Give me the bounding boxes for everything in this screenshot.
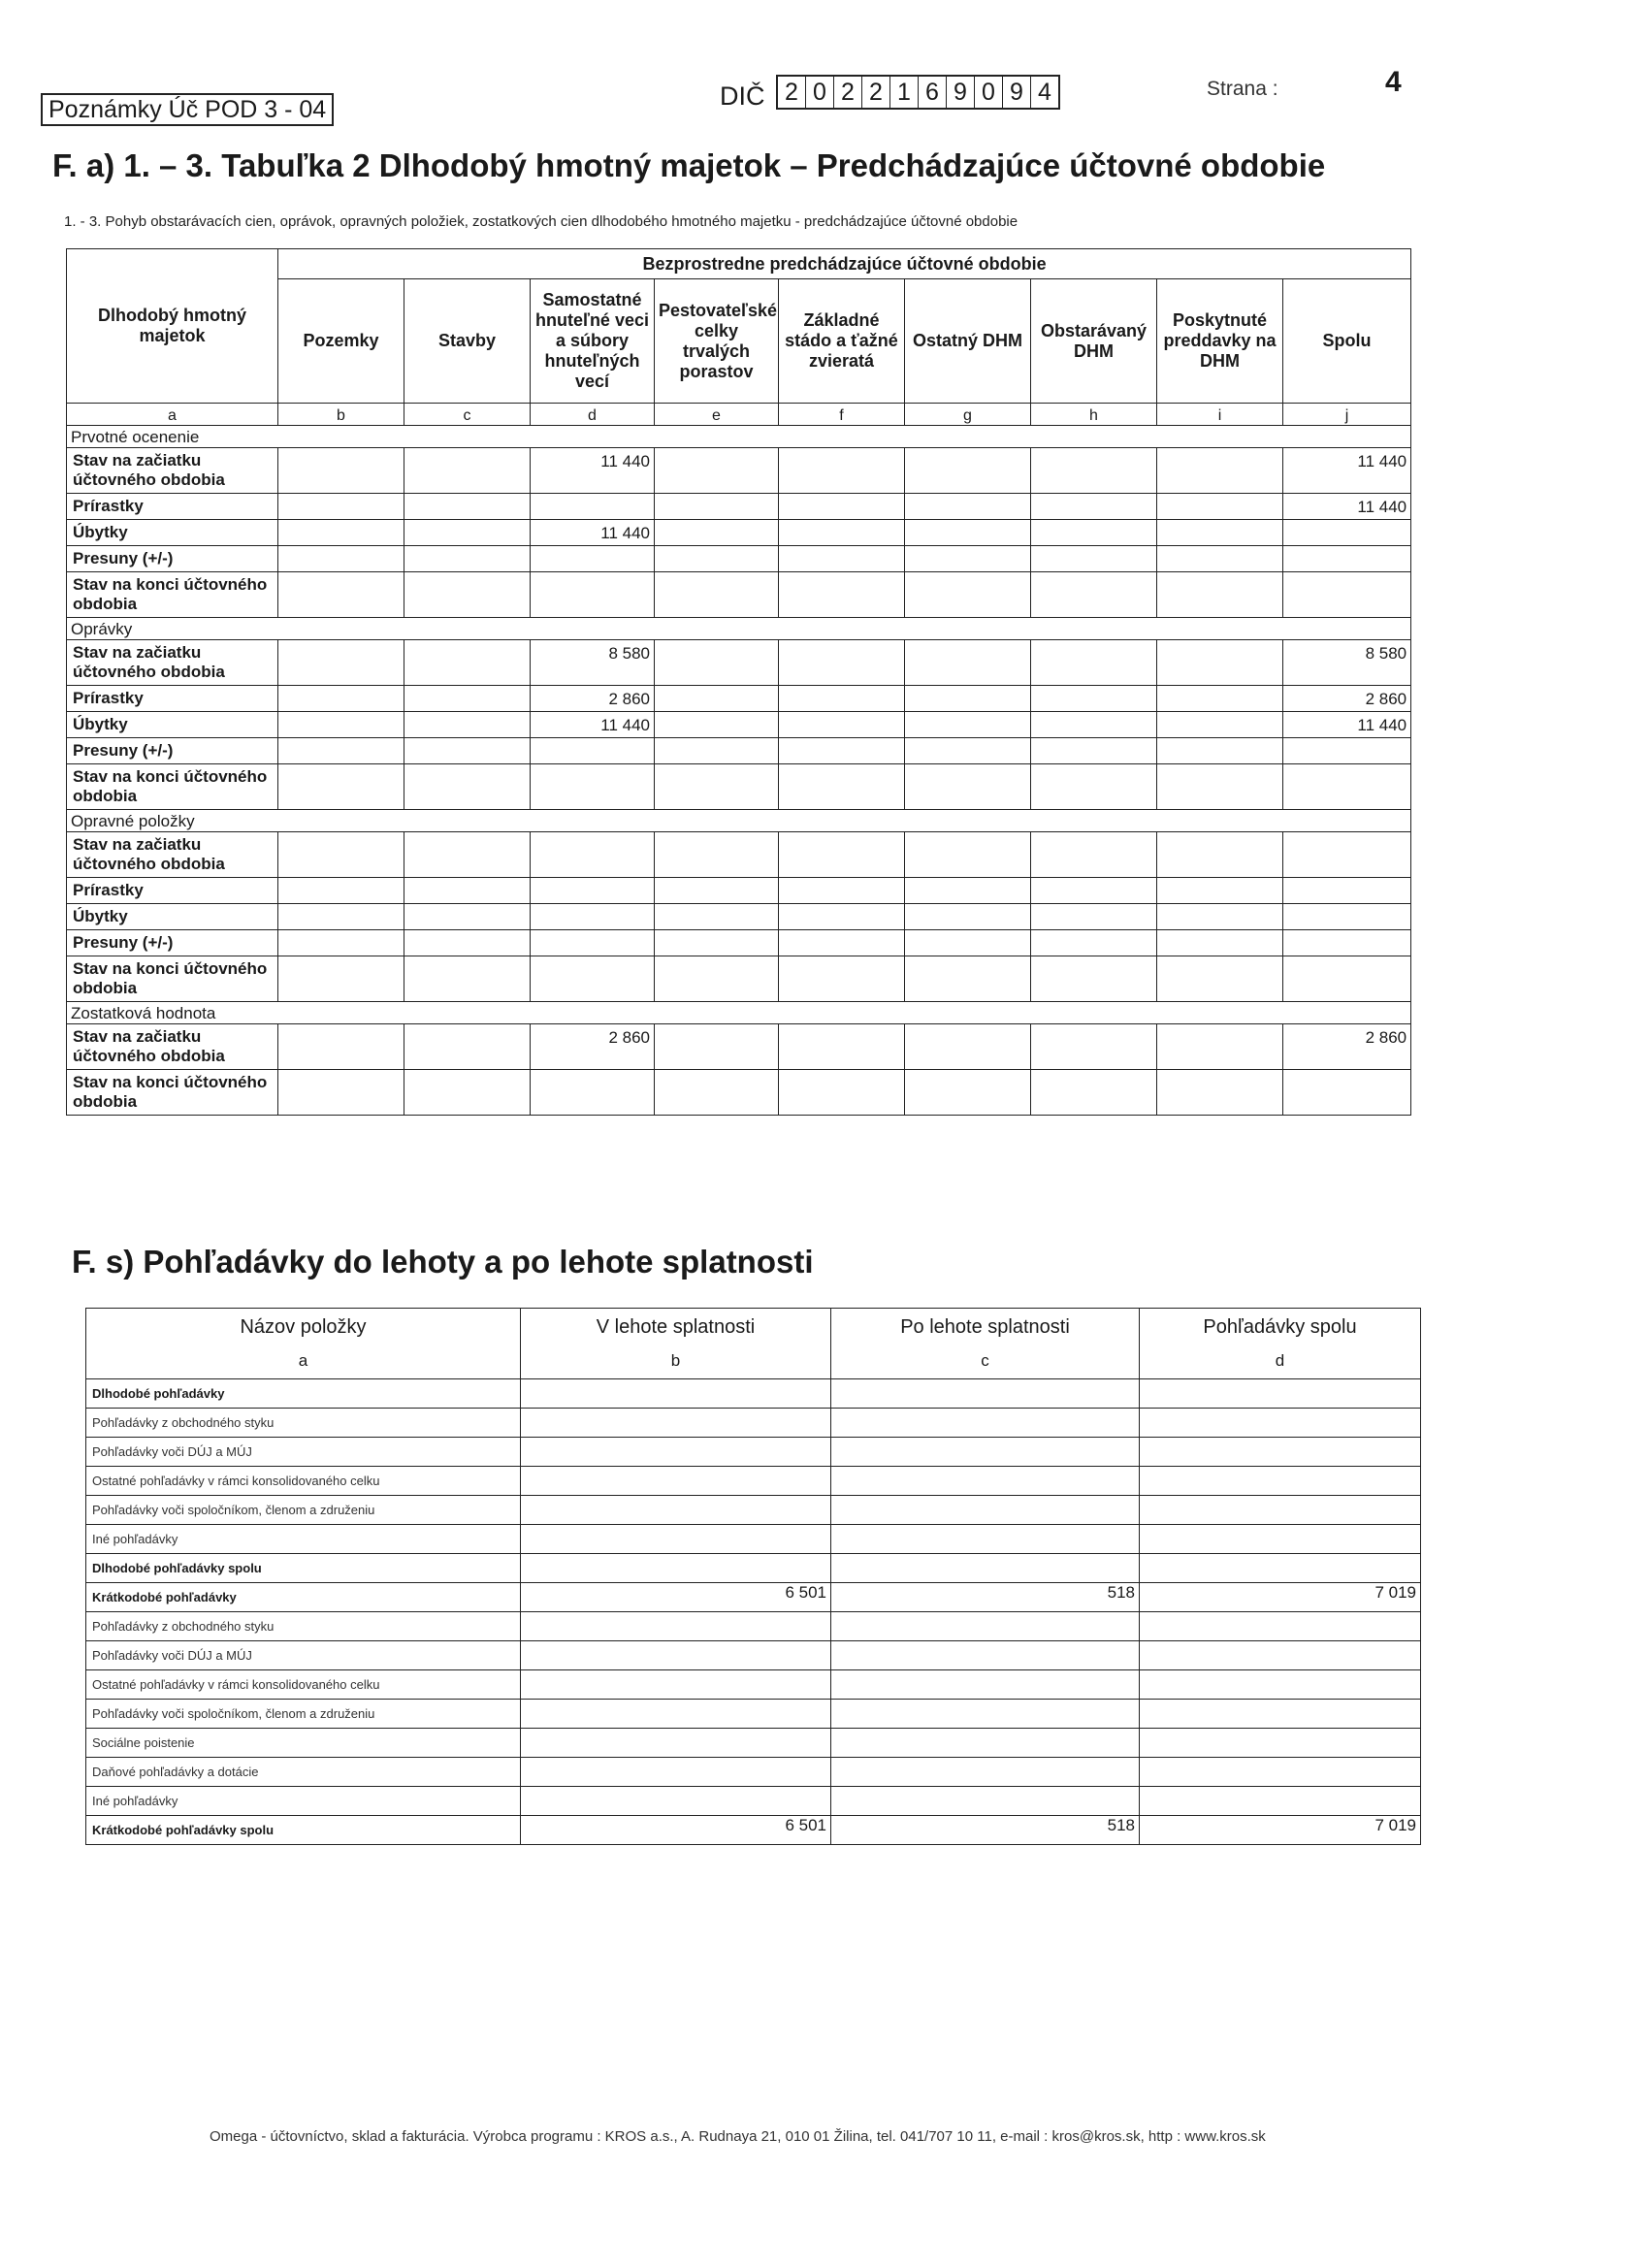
row-label: Úbytky: [67, 904, 278, 930]
column-header: Pozemky: [278, 279, 404, 404]
receivables-table: [85, 1308, 1421, 1845]
dic-boxes: [776, 75, 1060, 110]
column-label: Názov položky: [240, 1316, 367, 1338]
cell-value: 2 860: [531, 1024, 655, 1070]
period-header: Bezprostredne predchádzajúce účtovné obdobie: [278, 249, 1411, 279]
row-label: Ostatné pohľadávky v rámci konsolidovaného celku: [86, 1670, 521, 1700]
column-letter: i: [1157, 404, 1283, 426]
row-label: Pohľadávky z obchodného styku: [86, 1612, 521, 1641]
row-label: Sociálne poistenie: [86, 1729, 521, 1758]
row-label: Krátkodobé pohľadávky: [86, 1583, 521, 1612]
column-header: [521, 1309, 831, 1379]
row-label: Úbytky: [67, 520, 278, 546]
cell-value: 11 440: [531, 448, 655, 494]
fixed-assets-table: [66, 248, 1411, 1116]
column-letter: e: [655, 404, 779, 426]
dic-digit: 0: [975, 77, 1003, 108]
column-letter: c: [981, 1351, 989, 1370]
cell-value: 2 860: [1283, 1024, 1411, 1070]
column-header: Základné stádo a ťažné zvieratá: [779, 279, 905, 404]
asset-column-header: Dlhodobý hmotný majetok: [67, 249, 278, 404]
column-letter: b: [278, 404, 404, 426]
cell-value: [1283, 520, 1411, 546]
group-header: Opravné položky: [67, 810, 1411, 832]
row-label: Stav na konci účtovného obdobia: [67, 956, 278, 1002]
cell-value: 6 501: [521, 1583, 831, 1612]
row-label: Pohľadávky voči DÚJ a MÚJ: [86, 1438, 521, 1467]
row-label: Pohľadávky voči spoločníkom, členom a združeniu: [86, 1496, 521, 1525]
cell-value: 11 440: [531, 712, 655, 738]
dic-digit: 9: [947, 77, 975, 108]
row-label: Prírastky: [67, 494, 278, 520]
dic-digit: 2: [778, 77, 806, 108]
row-label: Prírastky: [67, 878, 278, 904]
form-code: Poznámky Úč POD 3 - 04: [41, 93, 334, 126]
cell-value: 11 440: [1283, 712, 1411, 738]
row-label: Presuny (+/-): [67, 546, 278, 572]
cell-value: 7 019: [1140, 1583, 1421, 1612]
column-letter: g: [905, 404, 1031, 426]
cell-value: 6 501: [521, 1816, 831, 1845]
cell-value: [531, 494, 655, 520]
dic-digit: 2: [834, 77, 862, 108]
dic-label: DIČ: [720, 81, 765, 111]
row-label: Pohľadávky voči DÚJ a MÚJ: [86, 1641, 521, 1670]
row-label: Presuny (+/-): [67, 738, 278, 764]
row-label: Stav na začiatku účtovného obdobia: [67, 640, 278, 686]
column-letter: a: [298, 1351, 308, 1370]
row-label: Prírastky: [67, 686, 278, 712]
column-label: V lehote splatnosti: [596, 1316, 756, 1338]
cell-value: 518: [831, 1816, 1140, 1845]
dic-digit: 4: [1038, 79, 1051, 106]
cell-value: 11 440: [1283, 494, 1411, 520]
section-b-title: F. s) Pohľadávky do lehoty a po lehote splatnosti: [72, 1244, 814, 1280]
row-label: Presuny (+/-): [67, 930, 278, 956]
row-label: Krátkodobé pohľadávky spolu: [86, 1816, 521, 1845]
cell-value: 518: [831, 1583, 1140, 1612]
column-letter: b: [670, 1351, 681, 1370]
cell-value: 11 440: [1283, 448, 1411, 494]
column-header: Samostatné hnuteľné veci a súbory hnuteľných vecí: [531, 279, 655, 404]
footer-text: Omega - účtovníctvo, sklad a fakturácia. Výrobca programu : KROS a.s., A. Rudnaya 21, 010 01 Žilina, tel. 041/707 10 11, e-mail : kros@kros.sk, http : www.kros.sk: [210, 2128, 1266, 2145]
group-header: Zostatková hodnota: [67, 1002, 1411, 1024]
row-label: Dlhodobé pohľadávky spolu: [86, 1554, 521, 1583]
column-header: Poskytnuté preddavky na DHM: [1157, 279, 1283, 404]
row-label: Stav na konci účtovného obdobia: [67, 764, 278, 810]
row-label: Pohľadávky z obchodného styku: [86, 1409, 521, 1438]
section-a-subtitle: 1. - 3. Pohyb obstarávacích cien, oprávok, opravných položiek, zostatkových cien dlhodobého hmotného majetku - predchádzajúce účtovné obdobie: [64, 213, 1018, 230]
cell-value: 8 580: [1283, 640, 1411, 686]
column-letter: a: [67, 404, 278, 426]
row-label: Stav na konci účtovného obdobia: [67, 572, 278, 618]
column-letter: j: [1283, 404, 1411, 426]
row-label: Stav na začiatku účtovného obdobia: [67, 1024, 278, 1070]
cell-value: 2 860: [531, 686, 655, 712]
column-label: Po lehote splatnosti: [900, 1316, 1070, 1338]
cell-value: 11 440: [531, 520, 655, 546]
column-label: Pohľadávky spolu: [1203, 1316, 1357, 1338]
row-label: Stav na konci účtovného obdobia: [67, 1070, 278, 1116]
column-header: [1140, 1309, 1421, 1379]
column-letter: c: [404, 404, 531, 426]
row-label: Ostatné pohľadávky v rámci konsolidovaného celku: [86, 1467, 521, 1496]
row-label: Daňové pohľadávky a dotácie: [86, 1758, 521, 1787]
cell-value: 2 860: [1283, 686, 1411, 712]
dic-digit: 6: [919, 77, 947, 108]
column-header: Stavby: [404, 279, 531, 404]
column-header: Ostatný DHM: [905, 279, 1031, 404]
column-header: Pestovateľské celky trvalých porastov: [655, 279, 779, 404]
section-a-title: F. a) 1. – 3. Tabuľka 2 Dlhodobý hmotný majetok – Predchádzajúce účtovné obdobie: [52, 147, 1326, 183]
column-letter: f: [779, 404, 905, 426]
row-label: Pohľadávky voči spoločníkom, členom a združeniu: [86, 1700, 521, 1729]
dic-digit: 9: [1003, 77, 1031, 108]
page-label: Strana :: [1207, 78, 1278, 100]
group-header: Oprávky: [67, 618, 1411, 640]
cell-value: 7 019: [1140, 1816, 1421, 1845]
row-label: Stav na začiatku účtovného obdobia: [67, 448, 278, 494]
column-header: [831, 1309, 1140, 1379]
row-label: Iné pohľadávky: [86, 1787, 521, 1816]
dic-digit: 2: [862, 77, 890, 108]
column-letter: h: [1031, 404, 1157, 426]
dic-digit: 0: [806, 77, 834, 108]
page-number: 4: [1385, 66, 1402, 98]
column-header: Obstarávaný DHM: [1031, 279, 1157, 404]
cell-value: 8 580: [531, 640, 655, 686]
column-letter: d: [1275, 1351, 1285, 1370]
row-label: Úbytky: [67, 712, 278, 738]
column-letter: d: [531, 404, 655, 426]
dic-digit: 1: [890, 77, 919, 108]
group-header: Prvotné ocenenie: [67, 426, 1411, 448]
row-label: Dlhodobé pohľadávky: [86, 1379, 521, 1409]
row-label: Iné pohľadávky: [86, 1525, 521, 1554]
row-label: Stav na začiatku účtovného obdobia: [67, 832, 278, 878]
column-header: Spolu: [1283, 279, 1411, 404]
column-header: [86, 1309, 521, 1379]
